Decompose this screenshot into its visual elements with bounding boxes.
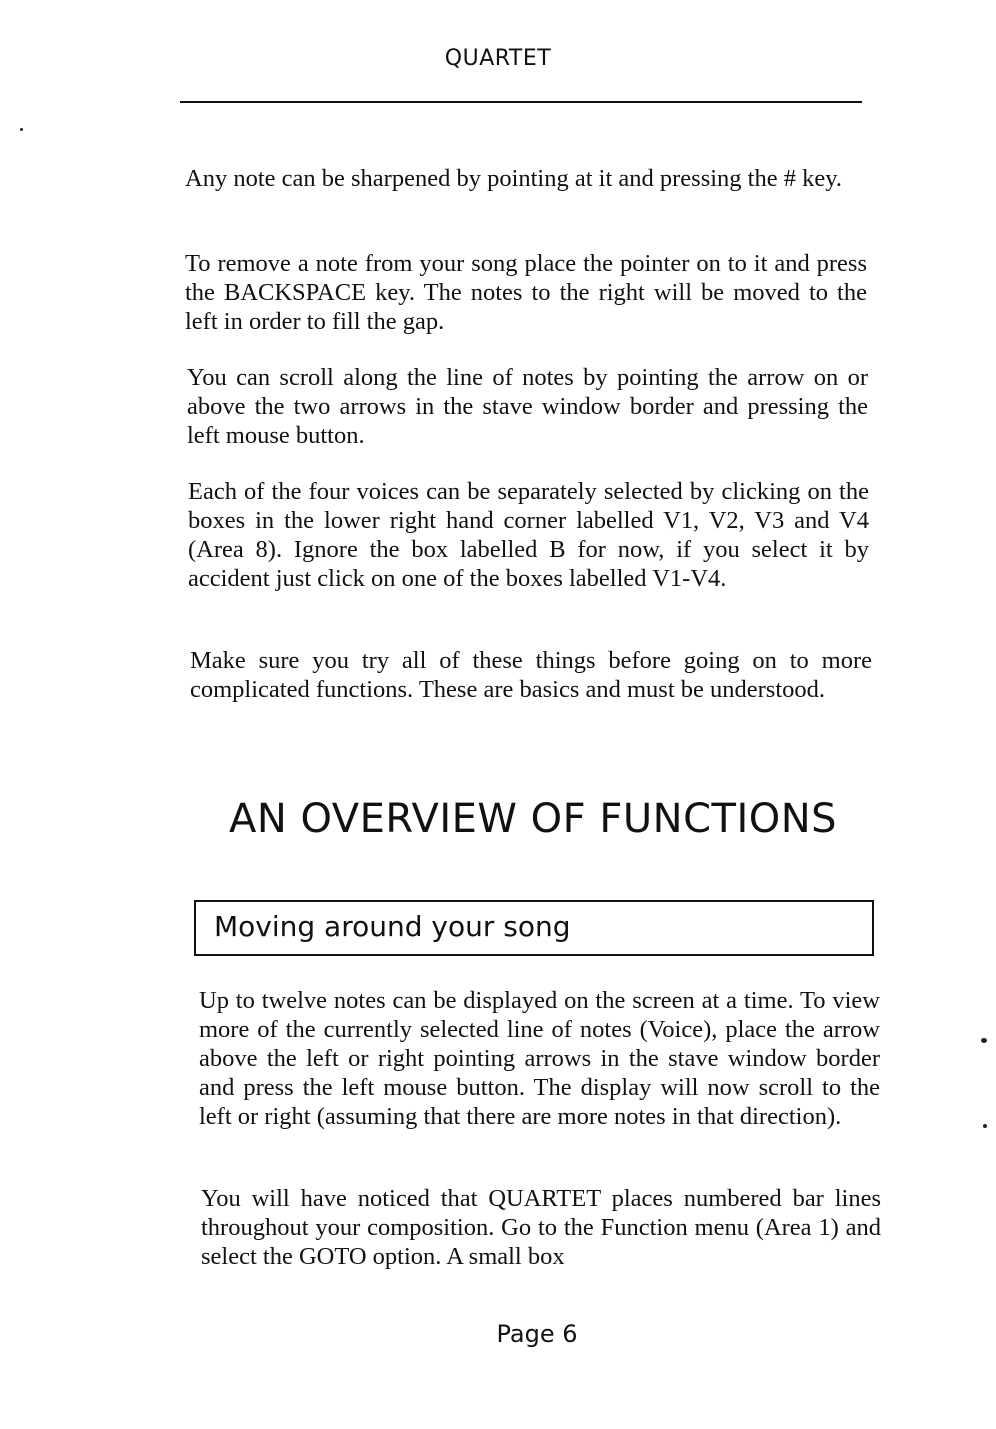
paragraph-remove-note: To remove a note from your song place the pointer on to it and press the BACKSPACE key. The notes to the right will be moved to the left in order to fill the gap. — [185, 250, 867, 335]
paragraph-select-voices: Each of the four voices can be separately selected by clicking on the boxes in the lower right hand corner labelled V1, V2, V3 and V4 (Area 8). Ignore the box labelled B for now, if you select it by accident just click on one of the boxes labelled V1-V4. — [188, 478, 869, 592]
paragraph-display-notes: Up to twelve notes can be displayed on the screen at a time. To view more of the currently selected line of notes (Voice), place the arrow above the left or right pointing arrows in the stave window border and press the left mouse button. The display will now scroll to the left or right (assuming that there are more notes in that direction). — [199, 987, 880, 1130]
paragraph-scroll-notes: You can scroll along the line of notes by pointing the arrow on or above the two arrows in the stave window border and pressing the left mouse button. — [187, 364, 868, 449]
scan-speck — [20, 128, 23, 131]
paragraph-bar-lines: You will have noticed that QUARTET places numbered bar lines throughout your composition. Go to the Function menu (Area 1) and select the GOTO option. A small box — [201, 1185, 881, 1270]
subheading: Moving around your song — [214, 910, 571, 943]
page-number: Page 6 — [496, 1320, 578, 1348]
running-header: QUARTET — [444, 46, 552, 71]
scan-speck — [981, 1038, 987, 1043]
paragraph-sharpen-note: Any note can be sharpened by pointing at it and pressing the # key. — [185, 165, 843, 192]
header-rule — [180, 101, 862, 103]
subheading-box — [194, 900, 874, 956]
paragraph-try-basics: Make sure you try all of these things before going on to more complicated functions. These are basics and must be understood. — [190, 647, 872, 703]
section-heading: AN OVERVIEW OF FUNCTIONS — [228, 796, 838, 842]
scan-speck — [983, 1124, 987, 1128]
